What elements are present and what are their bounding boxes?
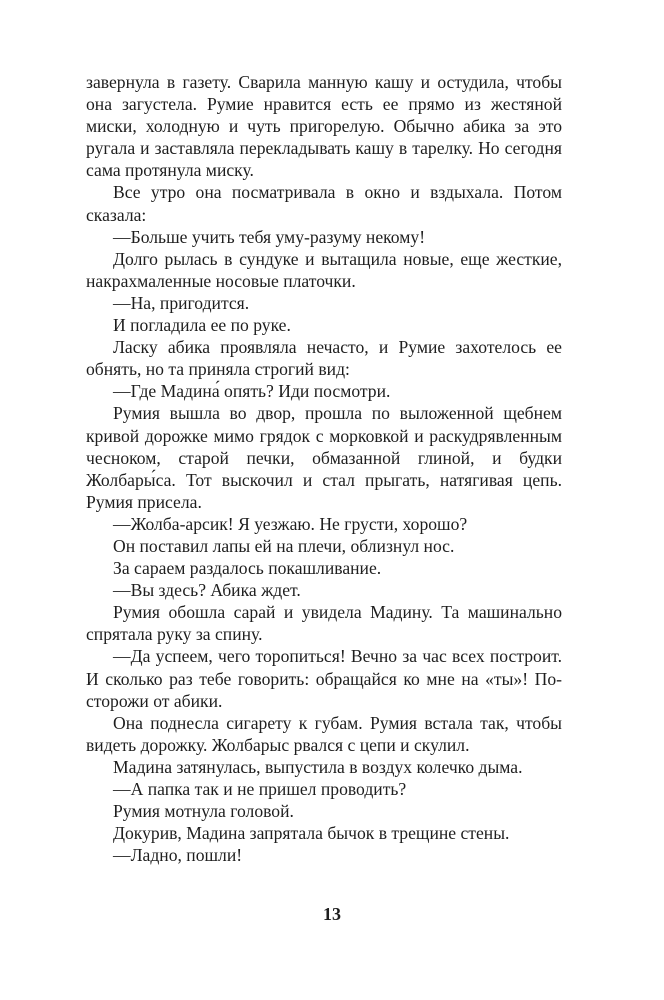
body-text: [86, 71, 562, 866]
paragraph: Румия мотнула головой.: [113, 801, 294, 822]
dialogue-line: —Жолба-арсик! Я уезжаю. Не грусти, хорошо?: [113, 513, 468, 534]
dialogue-line: —Ладно, пошли!: [113, 845, 243, 866]
dialogue-line: —Да успеем, чего торопиться! Вечно за час всех построит. И сколько раз тебе говорить: обращайся ко мне на «ты»! Посторожи от абики.: [86, 646, 562, 711]
dialogue-line: —А папка так и не пришел проводить?: [113, 779, 407, 799]
paragraph: Ласку абика проявляла нечасто, и Румие захотелось ее обнять, но та приняла строгий вид:: [86, 337, 562, 380]
paragraph: Мадина затянулась, выпустила в воздух колечко дыма.: [113, 756, 523, 777]
page-number: 13: [323, 904, 341, 924]
paragraph: За сараем раздалось покашливание.: [113, 558, 382, 579]
paragraph: Все утро она посматривала в окно и вздыхала. Потом сказала:: [86, 182, 562, 225]
paragraph: Румия вышла во двор, прошла по выложенной щебнем кривой дорожке мимо грядок с морковкой и раскудрявленным чесноком, старой печки, обмазанной глиной, и будки Жолбары́са. Тот выскочил и стал прыгать, натягивая цепь. Румия присела.: [86, 403, 562, 512]
paragraph: Румия обошла сарай и увидела Мадину. Та машинально спрятала руку за спину.: [86, 602, 562, 645]
paragraph: Докурив, Мадина запрятала бычок в трещине стены.: [113, 823, 510, 844]
paragraph: И погладила ее по руке.: [113, 315, 291, 336]
paragraph: Он поставил лапы ей на плечи, облизнул нос.: [113, 535, 455, 556]
dialogue-line: —Где Мадина́ опять? Иди посмотри.: [113, 381, 391, 402]
paragraph: Долго рылась в сундуке и вытащила новые, еще жесткие, накрахмаленные носовые платочки.: [86, 248, 562, 291]
dialogue-line: —На, пригодится.: [113, 292, 250, 313]
dialogue-line: —Вы здесь? Абика ждет.: [113, 580, 301, 601]
dialogue-line: —Больше учить тебя уму-разуму некому!: [113, 226, 426, 247]
paragraph: Она поднесла сигарету к губам. Румия встала так, чтобы видеть дорожку. Жолбарыс рвался с цепи и скулил.: [86, 712, 562, 755]
paragraph: завернула в газету. Сварила манную кашу и остудила, чтобы она загустела. Румие нравится есть ее прямо из жестяной миски, холодную и чуть пригорелую. Обычно абика за это ругала и заставляла перекладывать кашу в тарелку. Но сегодня сама протянула миску.: [86, 72, 562, 181]
